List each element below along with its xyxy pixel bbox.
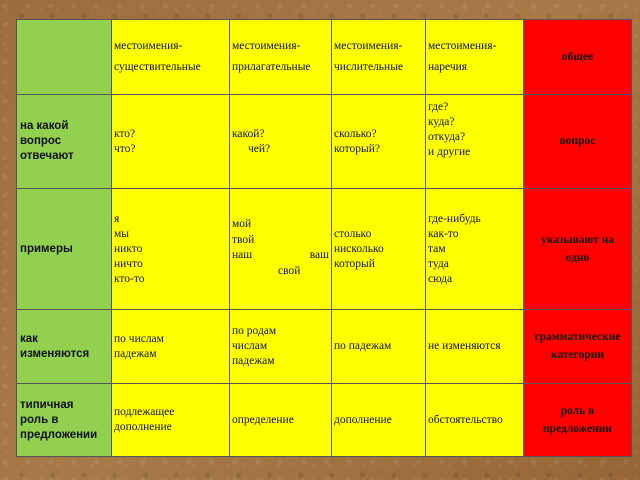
row-changes-common	[524, 310, 632, 384]
row-role-numerals	[332, 384, 426, 457]
row-examples-adverbs	[426, 189, 524, 310]
row-role-label-line2: роль в	[20, 413, 59, 426]
example-niskolko: нисколько	[334, 242, 384, 255]
question-kakoy: какой?	[232, 127, 265, 140]
example-syuda: сюда	[428, 272, 453, 285]
example-kto-to: кто-то	[114, 272, 145, 285]
row-question-label-line1: на какой	[20, 120, 69, 132]
header-adjectives-line1: местоимения-	[232, 40, 301, 52]
row-examples-label	[17, 189, 112, 310]
question-otkuda: откуда?	[428, 131, 466, 143]
row-question-adjectives	[230, 95, 332, 189]
common-rol-line2: предложении	[543, 422, 612, 435]
role-opredelenie: определение	[232, 413, 294, 426]
question-chey: чей?	[248, 142, 271, 155]
row-role-label-line1: типичная	[20, 398, 74, 411]
corner-cell	[17, 20, 112, 95]
row-changes	[17, 310, 632, 384]
question-chto: что?	[114, 142, 136, 155]
question-gde: где?	[428, 101, 449, 113]
header-numerals-line2: числительные	[334, 61, 404, 73]
header-nouns	[112, 20, 230, 95]
example-tuda: туда	[428, 257, 449, 270]
row-question-nouns	[112, 95, 230, 189]
row-role-label-line3: предложении	[20, 428, 98, 441]
example-nichto: ничто	[114, 257, 143, 270]
header-adjectives-line2: прилагательные	[232, 61, 311, 73]
header-adverbs	[426, 20, 524, 95]
pronoun-categories-table	[16, 19, 632, 457]
changes-padezham-adj: падежам	[232, 355, 275, 367]
common-vopros: вопрос	[559, 135, 596, 147]
row-role	[17, 384, 632, 457]
row-examples-nouns	[112, 189, 230, 310]
example-kak-to: как-то	[428, 227, 459, 240]
question-kotoryy: который?	[334, 142, 380, 155]
changes-po-rodam: по родам	[232, 325, 277, 337]
example-tam: там	[428, 242, 446, 255]
header-nouns-line1: местоимения-	[114, 40, 183, 52]
question-kuda: куда?	[428, 116, 455, 128]
header-common-text: общее	[561, 50, 594, 63]
role-dopolnenie: дополнение	[334, 413, 392, 426]
row-question-label	[17, 95, 112, 189]
common-gram-line2: категории	[551, 349, 604, 361]
role-obstoyatelstvo: обстоятельство	[428, 413, 503, 426]
row-examples-label-line1: примеры	[20, 242, 73, 255]
example-vash: ваш	[309, 249, 329, 261]
row-question-label-line3: отвечают	[20, 150, 74, 162]
row-role-label	[17, 384, 112, 457]
example-stolko: столько	[334, 227, 372, 240]
row-question-label-line2: вопрос	[20, 135, 62, 147]
header-adverbs-line2: наречия	[428, 61, 468, 73]
example-kotoryy: который	[334, 257, 375, 270]
changes-padezham: падежам	[114, 347, 157, 360]
header-nouns-line2: существительные	[114, 61, 201, 73]
example-svoy: свой	[278, 265, 301, 277]
changes-po-padezham: по падежам	[334, 340, 392, 352]
header-adjectives	[230, 20, 332, 95]
example-my: мы	[114, 227, 130, 240]
header-row	[17, 20, 632, 95]
header-adverbs-line1: местоимения-	[428, 40, 497, 52]
row-changes-adjectives	[230, 310, 332, 384]
header-numerals	[332, 20, 426, 95]
row-role-nouns	[112, 384, 230, 457]
row-changes-label	[17, 310, 112, 384]
header-common	[524, 20, 632, 95]
row-question	[17, 95, 632, 189]
question-skolko: сколько?	[334, 127, 377, 140]
question-i-drugie: и другие	[428, 146, 471, 158]
common-ukazyvayut-line2: одно	[565, 251, 590, 264]
example-tvoy: твой	[232, 234, 255, 246]
row-examples	[17, 189, 632, 310]
changes-chislam: числам	[232, 340, 268, 352]
row-examples-numerals	[332, 189, 426, 310]
row-role-common	[524, 384, 632, 457]
row-question-adverbs	[426, 95, 524, 189]
changes-ne-izmenyayutsya: не изменяются	[428, 340, 501, 352]
row-changes-label-line2: изменяются	[20, 347, 90, 360]
common-gram-line1: грамматические	[534, 331, 621, 343]
row-examples-adjectives	[230, 189, 332, 310]
row-changes-adverbs	[426, 310, 524, 384]
row-role-adjectives	[230, 384, 332, 457]
row-examples-common	[524, 189, 632, 310]
row-question-numerals	[332, 95, 426, 189]
row-changes-nouns	[112, 310, 230, 384]
row-question-common	[524, 95, 632, 189]
changes-po-chislam: по числам	[114, 332, 164, 345]
role-dopolnenie-noun: дополнение	[114, 421, 172, 433]
example-nikto: никто	[114, 242, 143, 255]
common-ukazyvayut-line1: указывают на	[540, 233, 615, 246]
adjective-examples-block	[230, 214, 329, 284]
example-gde-nibud: где-нибудь	[428, 212, 481, 225]
role-podlezhashchee: подлежащее	[114, 406, 175, 418]
question-kto: кто?	[114, 127, 136, 140]
row-changes-numerals	[332, 310, 426, 384]
header-numerals-line1: местоимения-	[334, 40, 403, 52]
example-moy: мой	[232, 218, 252, 230]
example-nash: наш	[232, 249, 253, 261]
example-ya: я	[114, 212, 120, 225]
row-role-adverbs	[426, 384, 524, 457]
common-rol-line1: роль в	[560, 404, 595, 417]
row-changes-label-line1: как	[20, 332, 38, 345]
